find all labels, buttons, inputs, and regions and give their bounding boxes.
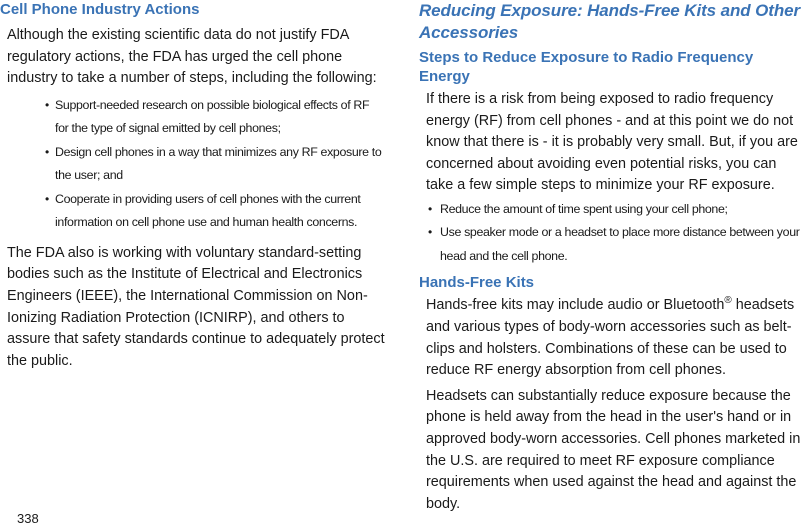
list-item: • Reduce the amount of time spent using your cell phone;: [419, 198, 803, 222]
industry-bullet-list: [0, 94, 385, 235]
steps-heading: Steps to Reduce Exposure to Radio Frequency Energy: [419, 49, 754, 85]
hands-free-paragraph-1: Hands-free kits may include audio or Bluetooth® headsets and various types of body-worn accessories such as belt-clips and holsters. Combinations of these can be used to reduce RF energy absorption from cell phones.: [426, 295, 795, 379]
bullet-icon: •: [45, 191, 49, 206]
steps-intro-paragraph: If there is a risk from being exposed to radio frequency energy (RF) from cell phones - and at this point we do not know that there is - it is probably very small. But, if you are concerned about avoiding even potential risks, you can take a few simple steps to minimize your RF exposure.: [426, 91, 798, 194]
bullet-icon: •: [428, 201, 432, 216]
hands-free-heading: Hands-Free Kits: [419, 274, 535, 292]
list-item: • Use speaker mode or a headset to place more distance between your head and the cell phone.: [419, 221, 803, 268]
bullet-icon: •: [45, 97, 49, 112]
section-title: Reducing Exposure: Hands-Free Kits and Other Accessories: [419, 1, 800, 42]
cell-phone-industry-heading: Cell Phone Industry Actions: [0, 1, 200, 18]
list-item: • Cooperate in providing users of cell phones with the current information on cell phone use and human health concerns.: [0, 188, 385, 235]
industry-intro-paragraph: Although the existing scientific data do not justify FDA regulatory actions, the FDA has urged the cell phone industry to take a number of steps, including the following:: [7, 27, 377, 87]
hands-free-paragraph-2: Headsets can substantially reduce exposure because the phone is held away from the head in the user's hand or in approved body-worn accessories. Cell phones marketed in the U.S. are required to meet RF exposure compliance requirements when used against the head and against the body.: [426, 387, 801, 512]
fda-standards-paragraph: The FDA also is working with voluntary standard-setting bodies such as the Institute of Electrical and Electronics Engineers (IEEE), the International Commission on Non-Ionizing Radiation Protection (ICNIRP), and others to assure that safety standards continue to adequately protect the public.: [7, 244, 385, 369]
bullet-icon: •: [428, 225, 432, 240]
left-column: [0, 0, 385, 372]
list-item: • Support-needed research on possible biological effects of RF for the type of signal emitted by cell phones;: [0, 94, 385, 141]
bullet-icon: •: [45, 144, 49, 159]
page-number: 338: [17, 511, 39, 526]
registered-mark: ®: [724, 295, 732, 307]
right-column: [419, 0, 803, 515]
list-item: • Design cell phones in a way that minimizes any RF exposure to the user; and: [0, 141, 385, 188]
steps-bullet-list: [419, 198, 803, 269]
